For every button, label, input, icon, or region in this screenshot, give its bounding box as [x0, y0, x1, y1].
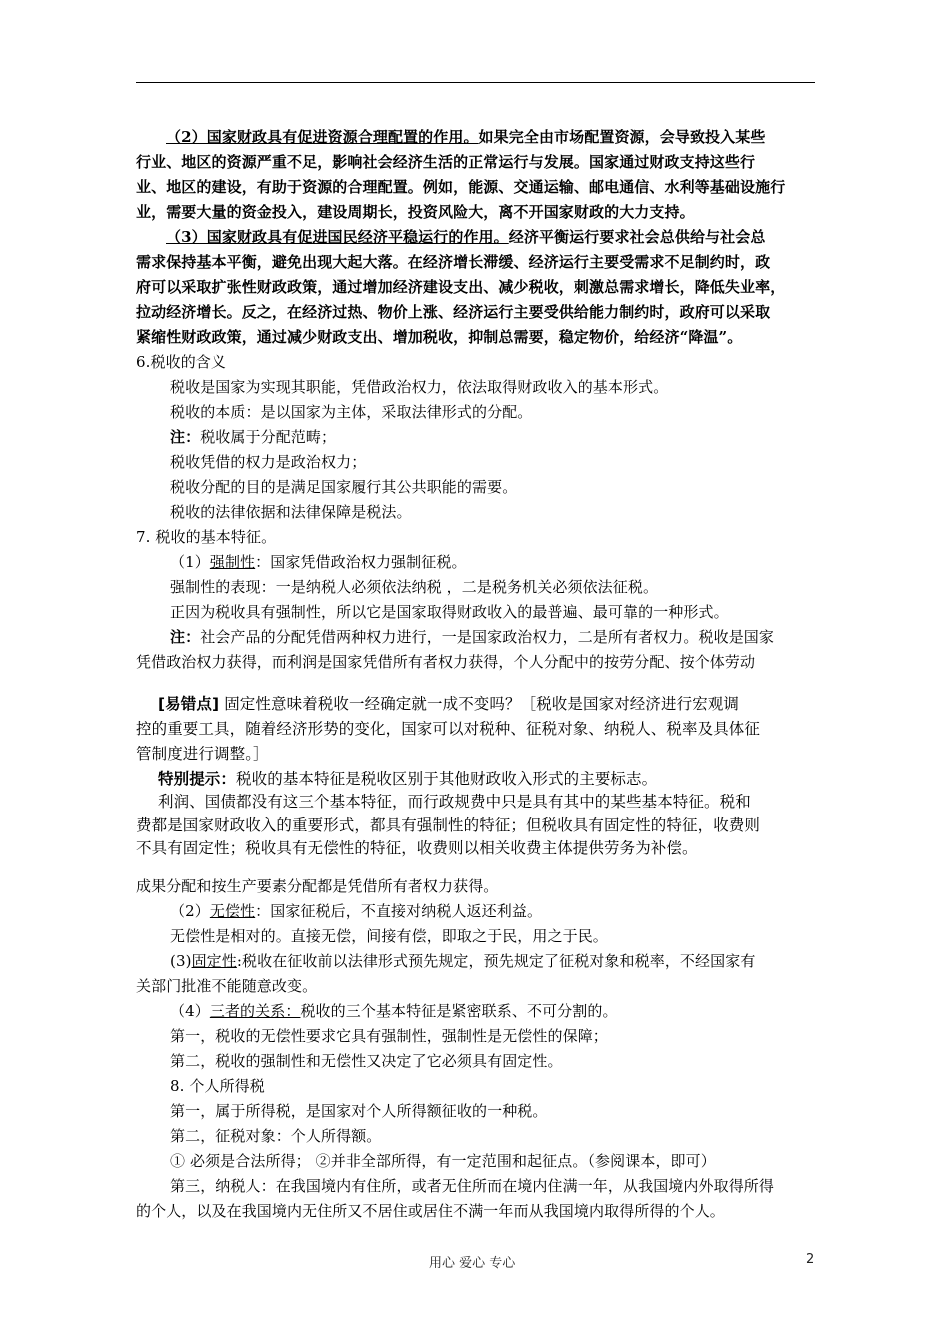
para-3-line-2: 需求保持基本平衡，避免出现大起大落。在经济增长滞缓、经济运行主要受需求不足制约时，政	[136, 253, 771, 271]
feature-3-term: 固定性	[191, 952, 237, 970]
feature-4-line-2: 第一，税收的无偿性要求它具有强制性，强制性是无偿性的保障；	[170, 1027, 608, 1045]
feature-1-term: 强制性	[209, 553, 256, 571]
section-6-definition: 税收是国家为实现其职能，凭借政治权力，依法取得财政收入的基本形式。	[170, 378, 669, 396]
section-7-note-line: 注：社会产品的分配凭借两种权力进行，一是国家政治权力，二是所有者权力。税收是国家	[170, 628, 775, 646]
section-6-heading: 6.税收的含义	[136, 353, 227, 371]
section-8-line-2: 第二，征税对象：个人所得额。	[170, 1127, 382, 1145]
section-6-line-4: 税收凭借的权力是政治权力；	[170, 453, 367, 471]
error-point-label: [易错点]	[158, 695, 220, 713]
section-6-line-5: 税收分配的目的是满足国家履行其公共职能的需要。	[170, 478, 518, 496]
feature-2-line-2: 无偿性是相对的。直接无偿，间接有偿，即取之于民，用之于民。	[170, 927, 608, 945]
note-label: 注：	[170, 428, 201, 446]
tip-label: 特别提示：	[158, 770, 237, 788]
section-7-note-line-2: 凭借政治权力获得，而利润是国家凭借所有者权力获得，个人分配中的按劳分配、按个体劳动	[136, 653, 756, 671]
footer-slogan: 用心 爱心 专心	[429, 1256, 516, 1271]
feature-1-line-2: 强制性的表现：一是纳税人必须依法纳税 ，二是税务机关必须依法征税。	[170, 578, 659, 596]
error-point-line-3: 管制度进行调整。］	[136, 745, 269, 763]
note-label: 注：	[170, 628, 201, 646]
feature-2-line: （2）无偿性：国家征税后，不直接对纳税人返还利益。	[170, 902, 543, 920]
para-2-line-2: 行业、地区的资源严重不足，影响社会经济生活的正常运行与发展。国家通过财政支持这些行	[136, 153, 756, 171]
section-6-line-6: 税收的法律依据和法律保障是税法。	[170, 503, 412, 521]
error-point-line-2: 控的重要工具，随着经济形势的变化，国家可以对税种、征税对象、纳税人、税率及具体征	[136, 720, 761, 738]
para-2-line-4: 业，需要大量的资金投入，建设周期长，投资风险大，离不开国家财政的大力支持。	[136, 203, 695, 221]
tip-line-1: 特别提示：税收的基本特征是税收区别于其他财政收入形式的主要标志。	[158, 770, 658, 788]
continued-line-1: 成果分配和按生产要素分配都是凭借所有者权力获得。	[136, 877, 499, 895]
error-point-line-1: [易错点] 固定性意味着税收一经确定就一成不变吗？［税收是国家对经济进行宏观调	[158, 695, 740, 713]
section-8-line-1: 第一，属于所得税，是国家对个人所得额征收的一种税。	[170, 1102, 548, 1120]
section-8-line-5: 的个人，以及在我国境内无住所又不居住或居住不满一年而从我国境内取得所得的个人。	[136, 1202, 725, 1220]
section-8-line-4: 第三，纳税人：在我国境内有住所，或者无住所而在境内住满一年，从我国境内外取得所得	[170, 1177, 775, 1195]
para-3-line-4: 拉动经济增长。反之，在经济过热、物价上涨、经济运行主要受供给能力制约时，政府可以采取	[136, 303, 771, 321]
para-2-heading: （2）国家财政具有促进资源合理配置的作用。	[166, 128, 479, 146]
feature-4-term: 三者的关系：	[209, 1002, 301, 1020]
section-8-line-3: ① 必须是合法所得； ②并非全部所得，有一定范围和起征点。（参阅课本，即可）	[170, 1152, 716, 1170]
feature-3-line-2: 关部门批准不能随意改变。	[136, 977, 318, 995]
feature-3-line: (3)固定性:税收在征收前以法律形式预先规定，预先规定了征税对象和税率，不经国家有	[170, 952, 756, 970]
para-3-heading: （3）国家财政具有促进国民经济平稳运行的作用。	[166, 228, 509, 246]
para-3-line-5: 紧缩性财政政策，通过减少财政支出、增加税收，抑制总需要，稳定物价，给经济“降温”。	[136, 328, 743, 346]
tip-line-3: 费都是国家财政收入的重要形式，都具有强制性的特征；但税收具有固定性的特征，收费则	[136, 816, 761, 834]
tip-line-4: 不具有固定性；税收具有无偿性的特征，收费则以相关收费主体提供劳务为补偿。	[136, 839, 698, 857]
para-2-line-1: （2）国家财政具有促进资源合理配置的作用。如果完全由市场配置资源，会导致投入某些	[166, 128, 766, 146]
para-3-line-3: 府可以采取扩张性财政政策，通过增加经济建设支出、减少税收，刺激总需求增长，降低失业率，	[136, 278, 786, 296]
para-3-line-1: （3）国家财政具有促进国民经济平稳运行的作用。经济平衡运行要求社会总供给与社会总	[166, 228, 766, 246]
page-number: 2	[806, 1252, 815, 1267]
section-8-heading: 8. 个人所得税	[170, 1077, 265, 1095]
header-rule	[136, 82, 815, 83]
tip-line-2: 利润、国债都没有这三个基本特征，而行政规费中只是具有其中的某些基本特征。税和	[158, 793, 751, 811]
para-2-line-3: 业、地区的建设，有助于资源的合理配置。例如，能源、交通运输、邮电通信、水利等基础设施行	[136, 178, 786, 196]
section-7-heading: 7. 税收的基本特征。	[136, 528, 277, 546]
feature-1-line-3: 正因为税收具有强制性，所以它是国家取得财政收入的最普遍、最可靠的一种形式。	[170, 603, 729, 621]
feature-2-term: 无偿性	[209, 902, 256, 920]
section-6-essence: 税收的本质：是以国家为主体，采取法律形式的分配。	[170, 403, 533, 421]
section-6-note-line: 注：税收属于分配范畴；	[170, 428, 337, 446]
feature-4-line-3: 第二，税收的强制性和无偿性又决定了它必须具有固定性。	[170, 1052, 563, 1070]
feature-1-line: （1）强制性：国家凭借政治权力强制征税。	[170, 553, 467, 571]
feature-4-line: （4）三者的关系：税收的三个基本特征是紧密联系、不可分割的。	[170, 1002, 618, 1020]
